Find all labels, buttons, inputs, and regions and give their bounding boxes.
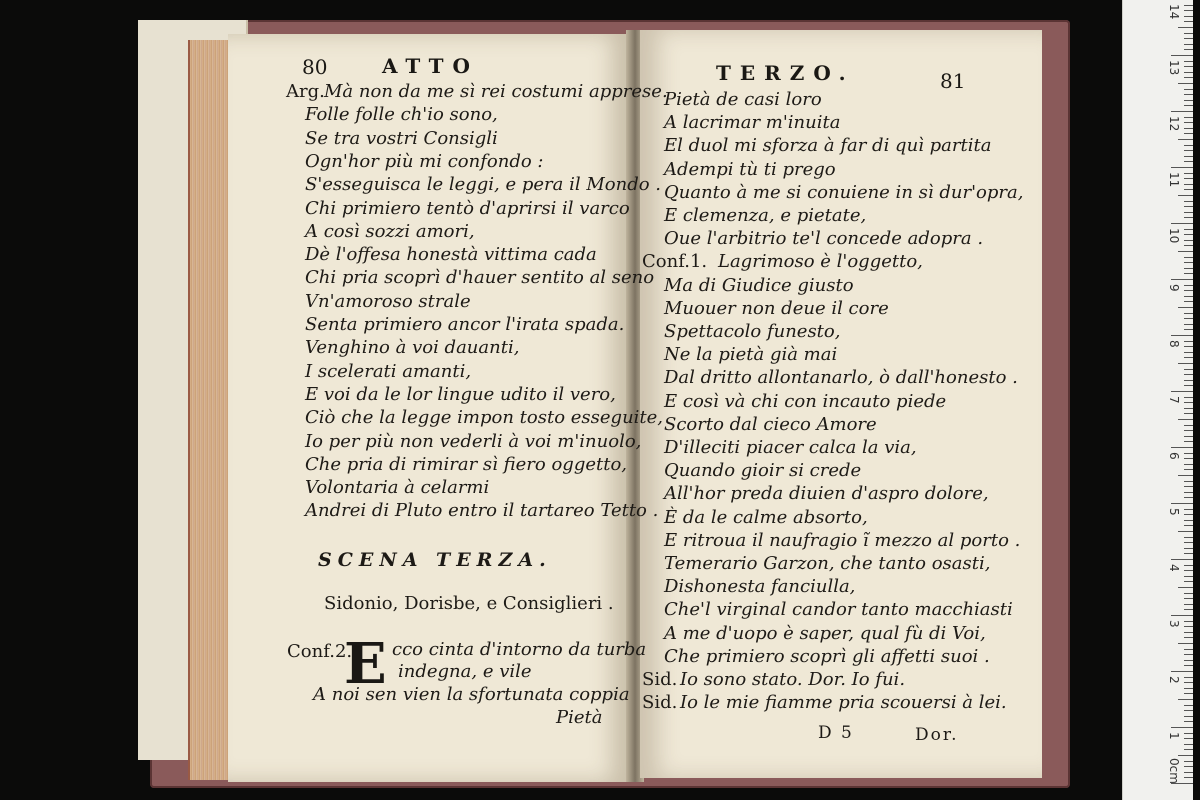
ruler-number: 9	[1167, 284, 1181, 292]
ruler-tick	[1184, 649, 1193, 650]
ruler-tick	[1184, 609, 1193, 610]
ruler-tick	[1184, 5, 1193, 6]
ruler-tick	[1184, 38, 1193, 39]
ruler-tick	[1184, 133, 1193, 134]
ruler-tick	[1184, 453, 1193, 454]
ruler-tick	[1178, 139, 1193, 140]
ruler-tick	[1184, 464, 1193, 465]
ruler-number: 10	[1167, 228, 1181, 244]
scene-persons: Sidonio, Dorisbe, e Consiglieri .	[324, 593, 614, 614]
ruler-tick	[1184, 593, 1193, 594]
ruler-tick	[1184, 161, 1193, 162]
ruler-tick	[1184, 716, 1193, 717]
ruler-tick	[1184, 66, 1193, 67]
ruler-tick	[1184, 341, 1193, 342]
verse-line: A lacrimar m'inuita	[664, 112, 841, 134]
ruler-tick	[1184, 413, 1193, 414]
ruler-number: 5	[1167, 508, 1181, 516]
left-running-head: ATTO	[382, 54, 479, 78]
ruler-tick	[1184, 94, 1193, 95]
ruler-tick	[1184, 425, 1193, 426]
ruler-tick	[1178, 755, 1193, 756]
ruler-tick	[1171, 671, 1193, 672]
catchword: Dor.	[915, 725, 959, 745]
right-running-head: TERZO.	[716, 61, 855, 85]
verse-line: Dal dritto allontanarlo, ò dall'honesto .	[664, 367, 1018, 389]
speaker-label: Conf.2.	[287, 641, 353, 662]
verse-line: indegna, e vile	[398, 661, 532, 682]
verse-line: E così và chi con incauto piede	[664, 390, 947, 412]
ruler-tick	[1171, 615, 1193, 616]
ruler-number: 8	[1167, 340, 1181, 348]
ruler-tick	[1184, 525, 1193, 526]
speaker-label: Sid.	[642, 692, 678, 714]
ruler-tick	[1184, 537, 1193, 538]
ruler-tick	[1184, 733, 1193, 734]
ruler-tick	[1184, 61, 1193, 62]
ruler-tick	[1171, 167, 1193, 168]
ruler-tick	[1184, 212, 1193, 213]
ruler-tick	[1184, 665, 1193, 666]
ruler-tick	[1184, 682, 1193, 683]
ruler-tick	[1184, 777, 1193, 778]
ruler-tick	[1184, 766, 1193, 767]
ruler-tick	[1184, 385, 1193, 386]
ruler-tick	[1184, 542, 1193, 543]
ruler-number: 14	[1167, 4, 1181, 20]
verse-line: Folle folle ch'io sono,	[305, 104, 498, 126]
ruler-tick	[1184, 173, 1193, 174]
ruler-tick	[1184, 693, 1193, 694]
verse-line: El duol mi sforza à far di quì partita	[664, 135, 992, 157]
ruler-tick	[1184, 89, 1193, 90]
ruler-tick	[1184, 621, 1193, 622]
ruler-tick	[1184, 229, 1193, 230]
ruler-tick	[1184, 184, 1193, 185]
ruler-tick	[1184, 738, 1193, 739]
ruler-number: 13	[1167, 60, 1181, 76]
verse-line: Io le mie fiamme pria scouersi à lei.	[680, 692, 1007, 714]
ruler-tick	[1184, 626, 1193, 627]
ruler-tick	[1178, 83, 1193, 84]
ruler-tick	[1184, 178, 1193, 179]
ruler-tick	[1184, 598, 1193, 599]
verse-line: E voi da le lor lingue udito il vero,	[305, 383, 616, 405]
ruler-tick	[1184, 632, 1193, 633]
verse-line: Quando gioir si crede	[664, 460, 862, 482]
drop-capital: E	[344, 631, 387, 697]
ruler-tick	[1171, 447, 1193, 448]
verse-line: Se tra vostri Consigli	[305, 127, 498, 149]
ruler-tick	[1184, 318, 1193, 319]
verse-line: Dishonesta fanciulla,	[664, 576, 856, 598]
verse-line: Ma di Giudice giusto	[664, 274, 854, 296]
verse-line: A me d'uopo è saper, qual fù di Voi,	[664, 622, 986, 644]
ruler-tick	[1171, 223, 1193, 224]
ruler-tick	[1184, 380, 1193, 381]
page-edges	[188, 40, 232, 780]
ruler-tick	[1184, 749, 1193, 750]
ruler-tick	[1171, 559, 1193, 560]
speaker-label: Sid.	[642, 669, 678, 690]
verse-line: Io per più non vederli à voi m'inuolo,	[305, 430, 642, 452]
verse-line: Andrei di Pluto entro il tartareo Tetto .	[305, 500, 659, 522]
ruler-tick	[1184, 581, 1193, 582]
ruler-tick	[1184, 772, 1193, 773]
verse-line: cco cinta d'intorno da turba	[392, 639, 647, 660]
ruler-tick	[1178, 699, 1193, 700]
ruler-tick	[1184, 497, 1193, 498]
ruler-tick	[1184, 324, 1193, 325]
ruler-tick	[1178, 475, 1193, 476]
verse-line: S'esseguisca le leggi, e pera il Mondo .	[305, 174, 661, 196]
verse-line: Che'l virginal candor tanto macchiasti	[664, 599, 1013, 621]
ruler-tick	[1184, 10, 1193, 11]
verse-line: Che pria di rimirar sì fiero oggetto,	[305, 453, 628, 475]
catchword: Pietà	[556, 707, 603, 728]
ruler-tick	[1184, 240, 1193, 241]
ruler-number: 7	[1167, 396, 1181, 404]
ruler-tick	[1184, 329, 1193, 330]
verse-line: Lagrimoso è l'oggetto,	[718, 251, 923, 273]
ruler-tick	[1184, 604, 1193, 605]
ruler-unit: 0cm	[1167, 758, 1181, 784]
ruler-tick	[1184, 374, 1193, 375]
ruler-tick	[1184, 44, 1193, 45]
ruler-tick	[1178, 419, 1193, 420]
ruler-number: 12	[1167, 116, 1181, 132]
ruler-tick	[1178, 195, 1193, 196]
ruler-tick	[1184, 430, 1193, 431]
verse-line: Dè l'offesa honestà vittima cada	[305, 244, 597, 266]
ruler-tick	[1184, 234, 1193, 235]
verse-line: Vn'amoroso strale	[305, 290, 471, 312]
ruler-tick	[1184, 206, 1193, 207]
ruler-tick	[1184, 301, 1193, 302]
ruler-tick	[1178, 587, 1193, 588]
ruler-tick	[1184, 481, 1193, 482]
ruler-tick	[1184, 257, 1193, 258]
ruler-tick	[1184, 402, 1193, 403]
ruler-tick	[1184, 156, 1193, 157]
ruler-number: 6	[1167, 452, 1181, 460]
verse-line: Adempi tù ti prego	[664, 158, 836, 180]
ruler-tick	[1184, 16, 1193, 17]
ruler-tick	[1178, 643, 1193, 644]
left-page-number: 80	[302, 55, 328, 79]
ruler-tick	[1171, 391, 1193, 392]
ruler-tick	[1184, 296, 1193, 297]
verse-line: Scorto dal cieco Amore	[664, 413, 877, 435]
verse-line: È da le calme absorto,	[664, 506, 868, 528]
ruler-tick	[1184, 576, 1193, 577]
verse-line: D'illeciti piacer calca la via,	[664, 437, 917, 458]
ruler-tick	[1184, 654, 1193, 655]
verse-line: Venghino à voi dauanti,	[305, 337, 520, 359]
ruler-tick	[1184, 710, 1193, 711]
ruler-tick	[1184, 189, 1193, 190]
ruler-tick	[1184, 408, 1193, 409]
ruler-tick	[1184, 77, 1193, 78]
ruler-tick	[1184, 72, 1193, 73]
ruler-tick	[1184, 744, 1193, 745]
ruler-tick	[1184, 150, 1193, 151]
ruler-tick	[1184, 21, 1193, 22]
verse-line: I scelerati amanti,	[305, 360, 472, 382]
ruler-tick	[1184, 145, 1193, 146]
ruler-tick	[1178, 27, 1193, 28]
ruler-tick	[1171, 55, 1193, 56]
verse-line: Temerario Garzon, che tanto osasti,	[664, 553, 991, 574]
ruler-tick	[1184, 122, 1193, 123]
ruler-number: 4	[1167, 564, 1181, 572]
verse-line: Chi primiero tentò d'aprirsi il varco	[305, 197, 630, 219]
verse-line: E ritroua il naufragio ĩ mezzo al porto .	[664, 529, 1021, 551]
ruler-tick	[1184, 721, 1193, 722]
ruler-tick	[1184, 492, 1193, 493]
verse-line: Che primiero scoprì gli affetti suoi .	[664, 645, 990, 667]
signature-mark: D 5	[818, 723, 854, 743]
ruler-tick	[1184, 245, 1193, 246]
ruler-tick	[1184, 105, 1193, 106]
verse-line: Ciò che la legge impon tosto esseguite,	[305, 407, 664, 429]
ruler-tick	[1184, 268, 1193, 269]
ruler-tick	[1184, 100, 1193, 101]
ruler-tick	[1184, 117, 1193, 118]
ruler-tick	[1178, 307, 1193, 308]
ruler-tick	[1184, 441, 1193, 442]
ruler-tick	[1184, 570, 1193, 571]
ruler-tick	[1184, 346, 1193, 347]
verse-line: Pietà de casi loro	[664, 89, 822, 110]
ruler-tick	[1184, 290, 1193, 291]
ruler-tick	[1184, 660, 1193, 661]
ruler-number: 11	[1167, 172, 1181, 188]
ruler-tick	[1171, 503, 1193, 504]
ruler-number: 1	[1167, 732, 1181, 740]
ruler-tick	[1184, 469, 1193, 470]
ruler-tick	[1178, 531, 1193, 532]
ruler-tick	[1184, 201, 1193, 202]
verse-line: Senta primiero ancor l'irata spada.	[305, 314, 625, 335]
verse-line: A così sozzi amori,	[305, 220, 475, 242]
ruler-tick	[1184, 553, 1193, 554]
ruler-tick	[1171, 279, 1193, 280]
measurement-ruler	[1122, 0, 1193, 800]
ruler-tick	[1178, 363, 1193, 364]
ruler-tick	[1184, 486, 1193, 487]
ruler-tick	[1184, 128, 1193, 129]
verse-line: All'hor preda diuien d'aspro dolore,	[664, 483, 989, 505]
ruler-tick	[1184, 397, 1193, 398]
verse-line: Mà non da me sì rei costumi apprese.	[324, 81, 668, 102]
ruler-tick	[1184, 458, 1193, 459]
ruler-tick	[1178, 251, 1193, 252]
ruler-tick	[1184, 761, 1193, 762]
ruler-tick	[1184, 33, 1193, 34]
speaker-label: Arg.	[286, 81, 325, 102]
verse-line: Oue l'arbitrio te'l concede adopra .	[664, 228, 984, 250]
verse-line: Quanto à me si conuiene in sì dur'opra,	[664, 181, 1024, 203]
ruler-tick	[1171, 335, 1193, 336]
ruler-tick	[1184, 688, 1193, 689]
verse-line: Ne la pietà già mai	[664, 344, 838, 366]
ruler-tick	[1184, 357, 1193, 358]
verse-line: Chi pria scoprì d'hauer sentito al seno	[305, 267, 655, 289]
verse-line: Volontaria à celarmi	[305, 477, 490, 499]
ruler-tick	[1184, 565, 1193, 566]
speaker-label: Conf.1.	[642, 251, 708, 273]
ruler-tick	[1184, 369, 1193, 370]
ruler-tick	[1184, 436, 1193, 437]
ruler-tick	[1184, 285, 1193, 286]
ruler-tick	[1171, 111, 1193, 112]
ruler-tick	[1184, 677, 1193, 678]
ruler-tick	[1184, 548, 1193, 549]
ruler-tick	[1184, 262, 1193, 263]
scene-title: SCENA TERZA.	[318, 549, 552, 571]
ruler-number: 2	[1167, 676, 1181, 684]
ruler-number: 3	[1167, 620, 1181, 628]
ruler-tick	[1184, 509, 1193, 510]
ruler-tick	[1184, 520, 1193, 521]
ruler-tick	[1184, 273, 1193, 274]
right-page-number: 81	[940, 69, 966, 93]
verse-line: Muouer non deue il core	[664, 297, 889, 319]
ruler-tick	[1184, 49, 1193, 50]
ruler-tick	[1184, 514, 1193, 515]
ruler-tick	[1184, 217, 1193, 218]
verse-line: E clemenza, e pietate,	[664, 205, 867, 226]
ruler-tick	[1184, 313, 1193, 314]
ruler-tick	[1184, 352, 1193, 353]
verse-line: Spettacolo funesto,	[664, 321, 841, 342]
ruler-tick	[1171, 727, 1193, 728]
verse-line: Ogn'hor più mi confondo :	[305, 150, 544, 172]
ruler-tick	[1184, 705, 1193, 706]
ruler-tick	[1184, 637, 1193, 638]
verse-line: Io sono stato. Dor. Io fui.	[680, 669, 906, 690]
verse-line: A noi sen vien la sfortunata coppia	[313, 684, 630, 705]
